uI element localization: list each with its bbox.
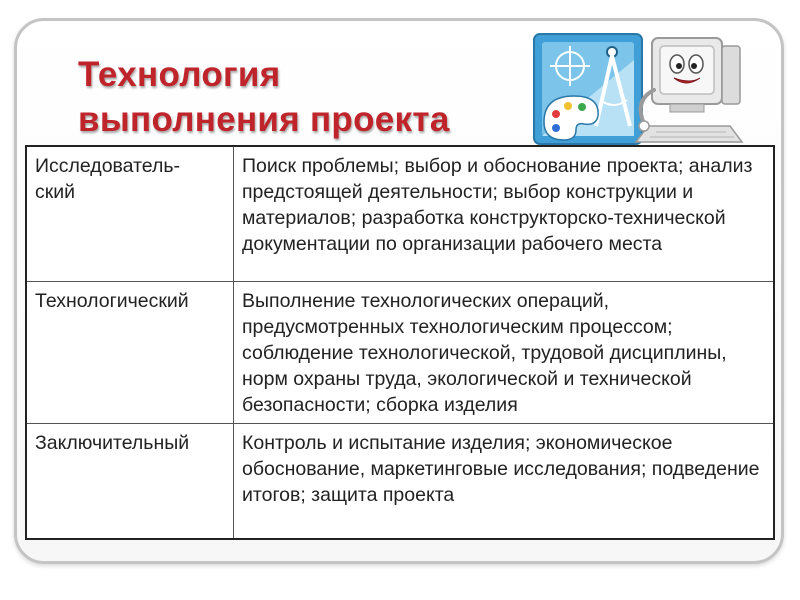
computer-mascot-icon [636, 38, 742, 142]
stage-name-line: ский [35, 181, 76, 203]
table-row [26, 146, 774, 282]
project-stages-table [25, 145, 775, 540]
title-line-1: Технология [78, 55, 281, 94]
project-clipart [530, 30, 748, 148]
slide-title [78, 52, 450, 142]
stage-name-line: Исследователь- [35, 155, 181, 177]
table-row [26, 282, 774, 424]
stage-name-cell [26, 424, 234, 540]
stage-name-line: Технологический [35, 290, 189, 312]
stage-name-cell [26, 282, 234, 424]
stage-content-cell: Контроль и испытание изделия; экономическое обоснование, маркетинговые исследования; подведение итогов; защита проекта [234, 424, 775, 540]
stage-name-line: Заключительный [35, 432, 190, 454]
title-line-2: выполнения проекта [78, 100, 450, 139]
stage-content-cell: Выполнение технологических операций, предусмотренных технологическим процессом; соблюдение технологической, трудовой дисциплины, норм охраны труда, экологической и технической безопасности; сборка изделия [234, 282, 775, 424]
stage-content-cell: Поиск проблемы; выбор и обоснование проекта; анализ предстоящей деятельности; выбор конструкции и материалов; разработка конструкторско-технической документации по организации рабочего места [234, 146, 775, 282]
table-row [26, 424, 774, 540]
stage-name-cell [26, 146, 234, 282]
